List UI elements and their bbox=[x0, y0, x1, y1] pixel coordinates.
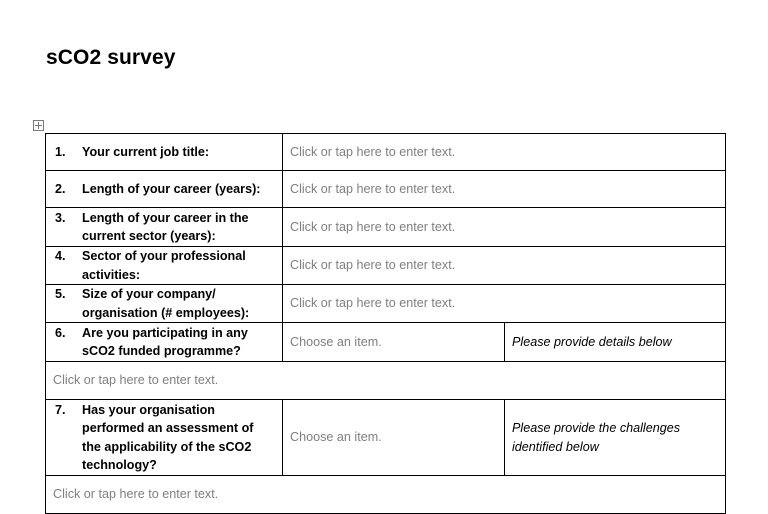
question-number: 4. bbox=[55, 249, 66, 263]
question-label: Size of your company/ organisation (# employees): bbox=[82, 287, 250, 320]
challenges-note-cell bbox=[505, 400, 726, 476]
question-cell bbox=[46, 285, 283, 323]
text-placeholder: Click or tap here to enter text. bbox=[290, 181, 456, 196]
job-title-field[interactable] bbox=[283, 134, 726, 171]
question-cell bbox=[46, 171, 283, 208]
table-row bbox=[46, 247, 726, 285]
survey-table bbox=[45, 133, 726, 514]
text-placeholder: Click or tap here to enter text. bbox=[290, 219, 456, 234]
question-number: 5. bbox=[55, 287, 66, 301]
table-row bbox=[46, 323, 726, 362]
question-cell bbox=[46, 323, 283, 362]
text-placeholder: Click or tap here to enter text. bbox=[53, 373, 219, 388]
text-placeholder: Click or tap here to enter text. bbox=[290, 144, 456, 159]
text-placeholder: Click or tap here to enter text. bbox=[290, 258, 456, 273]
challenges-note: Please provide the challenges identified below bbox=[512, 421, 681, 454]
question-label: Length of your career (years): bbox=[82, 181, 261, 196]
table-row bbox=[46, 362, 726, 400]
company-size-field[interactable] bbox=[283, 285, 726, 323]
programme-dropdown[interactable] bbox=[283, 323, 505, 362]
question-number: 7. bbox=[55, 402, 66, 417]
table-row bbox=[46, 171, 726, 208]
question-number: 2. bbox=[55, 181, 66, 196]
assessment-dropdown[interactable] bbox=[283, 400, 505, 476]
question-label: Sector of your professional activities: bbox=[82, 249, 246, 282]
programme-details-field[interactable] bbox=[46, 362, 726, 400]
table-row bbox=[46, 285, 726, 323]
table-row bbox=[46, 476, 726, 514]
question-label: Are you participating in any sCO2 funded programme? bbox=[82, 325, 248, 358]
choice-placeholder: Choose an item. bbox=[290, 430, 382, 445]
text-placeholder: Click or tap here to enter text. bbox=[290, 296, 456, 311]
table-row bbox=[46, 400, 726, 476]
details-note: Please provide details below bbox=[512, 334, 672, 349]
sector-career-length-field[interactable] bbox=[283, 208, 726, 247]
question-number: 3. bbox=[55, 210, 66, 225]
details-note-cell bbox=[505, 323, 726, 362]
table-row bbox=[46, 134, 726, 171]
career-length-field[interactable] bbox=[283, 171, 726, 208]
table-row bbox=[46, 208, 726, 247]
question-number: 6. bbox=[55, 325, 66, 340]
question-label: Has your organisation performed an assessment of the applicability of the sCO2 technology? bbox=[82, 402, 254, 472]
sector-field[interactable] bbox=[283, 247, 726, 285]
question-label: Length of your career in the current sector (years): bbox=[82, 210, 249, 243]
question-cell bbox=[46, 247, 283, 285]
question-label: Your current job title: bbox=[82, 144, 210, 159]
text-placeholder: Click or tap here to enter text. bbox=[53, 487, 219, 502]
choice-placeholder: Choose an item. bbox=[290, 334, 382, 349]
question-cell bbox=[46, 208, 283, 247]
table-move-handle-icon[interactable] bbox=[33, 120, 44, 131]
question-number: 1. bbox=[55, 144, 66, 159]
challenges-details-field[interactable] bbox=[46, 476, 726, 514]
question-cell bbox=[46, 400, 283, 476]
question-cell bbox=[46, 134, 283, 171]
page-title: sCO2 survey bbox=[46, 46, 176, 69]
